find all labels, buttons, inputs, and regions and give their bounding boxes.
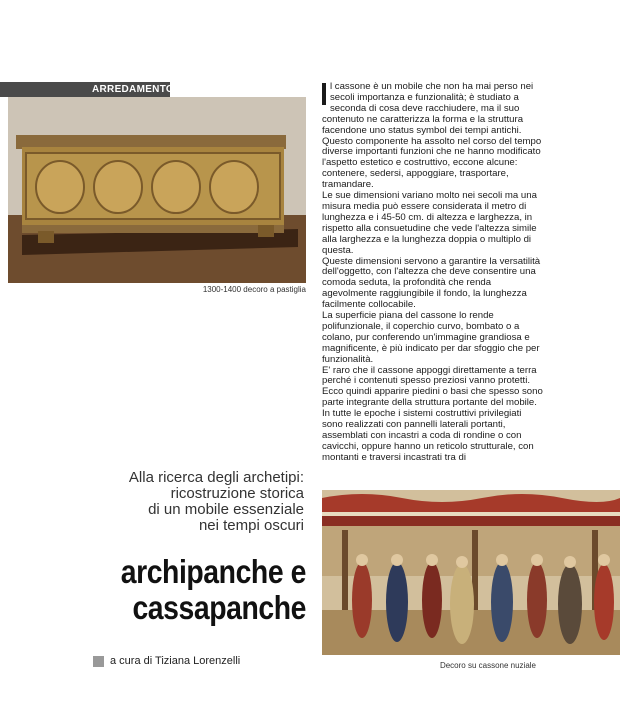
photo-bottom-caption: Decoro su cassone nuziale (439, 661, 536, 670)
subtitle-line: ricostruzione storica (170, 485, 304, 502)
painting-illustration (322, 490, 620, 655)
paragraph: l cassone è un mobile che non ha mai perso nei secoli importanza e funzionalità; è studiato a seconda di cosa deve racchiudere, ma il suo contenuto ne caratterizza la forma e la struttura facendone uno status symbol dei tempi antichi. (322, 81, 534, 136)
author-marker (93, 656, 104, 667)
wedding-chest-painting (322, 490, 620, 655)
paragraph: Questo componente ha assolto nel corso del tempo diverse importanti funzioni che ne hanno modificato l'aspetto estetico e costruttivo, eccone alcune: contenere, sedersi, appoggiare, trasportare, tramandare. (322, 135, 542, 191)
paragraph: La superficie piana del cassone lo rende polifunzionale, il coperchio curvo, bombato o a colano, pur conferendo un'immagine grandiosa e magnificente, è più indicato per dar sfoggio che per funzionalità. (322, 310, 540, 365)
section-label: ARREDAMENTO (92, 84, 175, 95)
cassone-illustration (8, 97, 306, 283)
title-line: archipanche e (120, 553, 306, 590)
title-line: cassapanche (132, 589, 306, 626)
article-subtitle (98, 470, 304, 534)
paragraph: Le sue dimensioni variano molto nei secoli ma una misura media può essere considerata il metro di lunghezza e i 45-50 cm. di altezza e larghezza, in rispetto alla consuetudine che vede l'altezza simile alla larghezza e la lunghezza doppia o multiplo di questa. (322, 190, 537, 256)
dropcap-bar (322, 83, 326, 105)
author-credit: a cura di Tiziana Lorenzelli (110, 655, 241, 667)
cassone-photo (8, 97, 306, 283)
paragraph: In tutte le epoche i sistemi costruttivi privilegiati sono realizzati con pannelli laterali portanti, assemblati con incastri a coda di rondine o con cavicchi, oppure hanno un reticolo strutturale, con montanti e traversi incastrati tra di (322, 408, 534, 463)
paragraph: Queste dimensioni servono a garantire la versatilità dell'oggetto, con l'altezza che deve consentire una comoda seduta, la profondità che renda agevolmente raggiungibile il fondo, la lunghezza facilmente collocabile. (322, 255, 541, 311)
subtitle-line: Alla ricerca degli archetipi: (128, 469, 304, 486)
paragraph: E' raro che il cassone appoggi direttamente a terra perché i contenuti spesso preziosi vanno protetti. Ecco quindi apparire piedini o basi che spesso sono parte integrante della struttura portante del mobile. (322, 364, 543, 409)
subtitle-line: di un mobile essenziale (148, 501, 304, 518)
article-title (94, 554, 306, 626)
photo-top-caption: 1300-1400 decoro a pastiglia (202, 285, 306, 294)
article-body (322, 82, 544, 464)
subtitle-line: nei tempi oscuri (198, 517, 304, 534)
